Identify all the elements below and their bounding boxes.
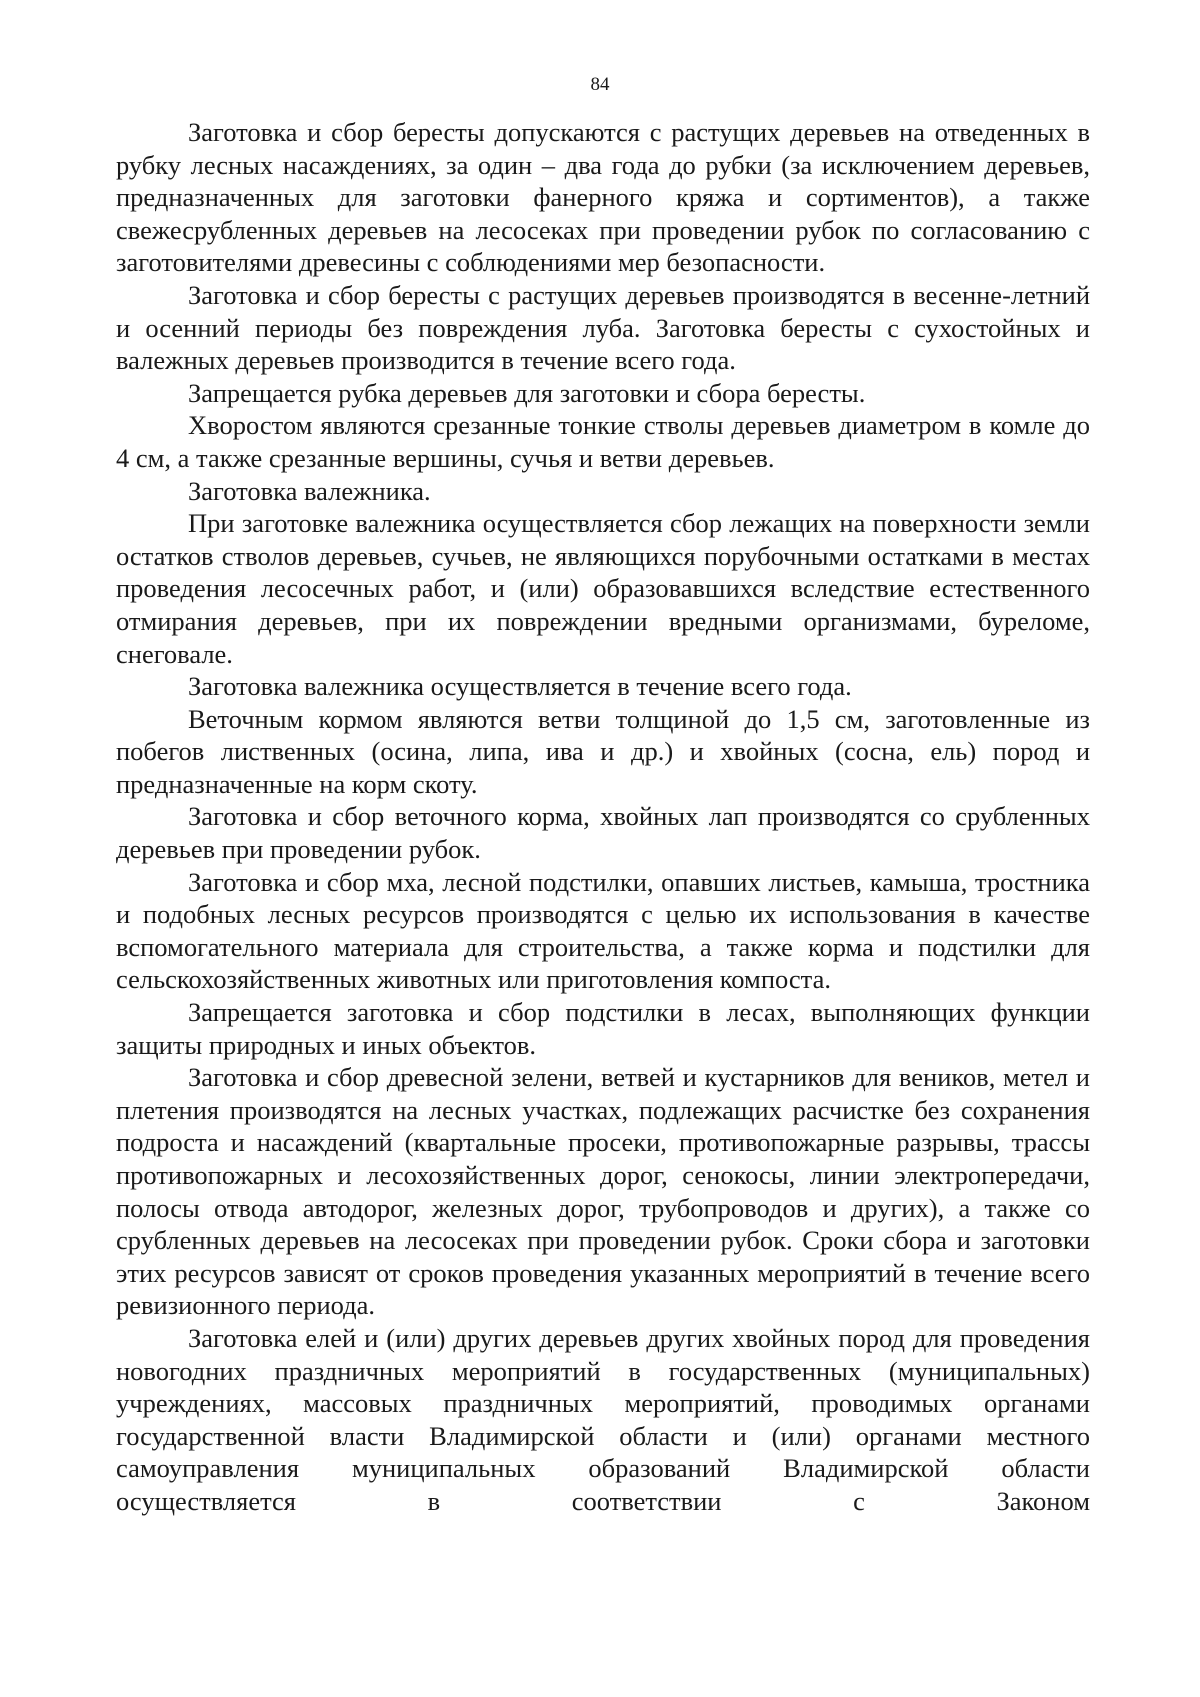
paragraph-brushwood-definition: Хворостом являются срезанные тонкие стволы деревьев диаметром в комле до 4 см, а также срезанные вершины, сучья и ветви деревьев. [116, 410, 1090, 473]
page-number: 84 [590, 74, 610, 95]
paragraph-deadwood-season: Заготовка валежника осуществляется в течение всего года. [188, 671, 852, 702]
paragraph-litter-ban: Запрещается заготовка и сбор подстилки в лесах, выполняющих функции защиты природных и иных объектов. [116, 997, 1090, 1060]
paragraph-twig-fodder-harvest: Заготовка и сбор веточного корма, хвойных лап производятся со срубленных деревьев при проведении рубок. [116, 801, 1090, 865]
paragraph-fir-tree-harvest: Заготовка елей и (или) других деревьев других хвойных пород для проведения новогодних праздничных мероприятий в государственных (муниципальных) учреждениях, массовых праздничных мероприятий, проводимых органами государственной власти Владимирской области и (или) органами местного самоуправления муниципальных образований Владимирской области осуществляется в соответствии с Законом [116, 1322, 1090, 1516]
paragraph-deadwood-collection: При заготовке валежника осуществляется сбор лежащих на поверхности земли остатков стволов деревьев, сучьев, не являющихся порубочными остатками в местах проведения лесосечных работ, и (или) образовавшихся вследствие естественного отмирания деревьев, при их повреждении вредными организмами, буреломе, снеговале. [116, 508, 1090, 669]
paragraph-deadwood-heading: Заготовка валежника. [188, 475, 431, 506]
paragraph-birch-bark-seasons: Заготовка и сбор бересты с растущих деревьев производятся в весенне-летний и осенний периоды без повреждения луба. Заготовка бересты с сухостойных и валежных деревьев производится в течение всего года. [116, 279, 1090, 376]
paragraph-greenery-harvest: Заготовка и сбор древесной зелени, ветвей и кустарников для веников, метел и плетения производятся на лесных участках, подлежащих расчистке без сохранения подроста и насаждений (квартальные просеки, противопожарные разрывы, трассы противопожарных и лесохозяйственных дорог, сенокосы, линии электропередачи, полосы отвода автодорог, железных дорог, трубопроводов и других), а также со срубленных деревьев на лесосеках при проведении рубок. Сроки сбора и заготовки этих ресурсов зависят от сроков проведения указанных мероприятий в течение всего ревизионного периода. [116, 1062, 1090, 1321]
document-body [116, 116, 1090, 1518]
paragraph-birch-bark-felling-ban: Запрещается рубка деревьев для заготовки и сбора бересты. [188, 377, 866, 408]
paragraph-moss-litter-harvest: Заготовка и сбор мха, лесной подстилки, опавших листьев, камыша, тростника и подобных лесных ресурсов производятся с целью их использования в качестве вспомогательного материала для строительства, а также корма и подстилки для сельскохозяйственных животных или приготовления компоста. [116, 866, 1090, 995]
paragraph-birch-bark-harvest-rules: Заготовка и сбор бересты допускаются с растущих деревьев на отведенных в рубку лесных насаждениях, за один – два года до рубки (за исключением деревьев, предназначенных для заготовки фанерного кряжа и сортиментов), а также свежесрубленных деревьев на лесосеках при проведении рубок по согласованию с заготовителями древесины с соблюдениями мер безопасности. [116, 117, 1090, 278]
paragraph-twig-fodder-definition: Веточным кормом являются ветви толщиной до 1,5 см, заготовленные из побегов лиственных (осина, липа, ива и др.) и хвойных (сосна, ель) пород и предназначенные на корм скоту. [116, 703, 1090, 799]
